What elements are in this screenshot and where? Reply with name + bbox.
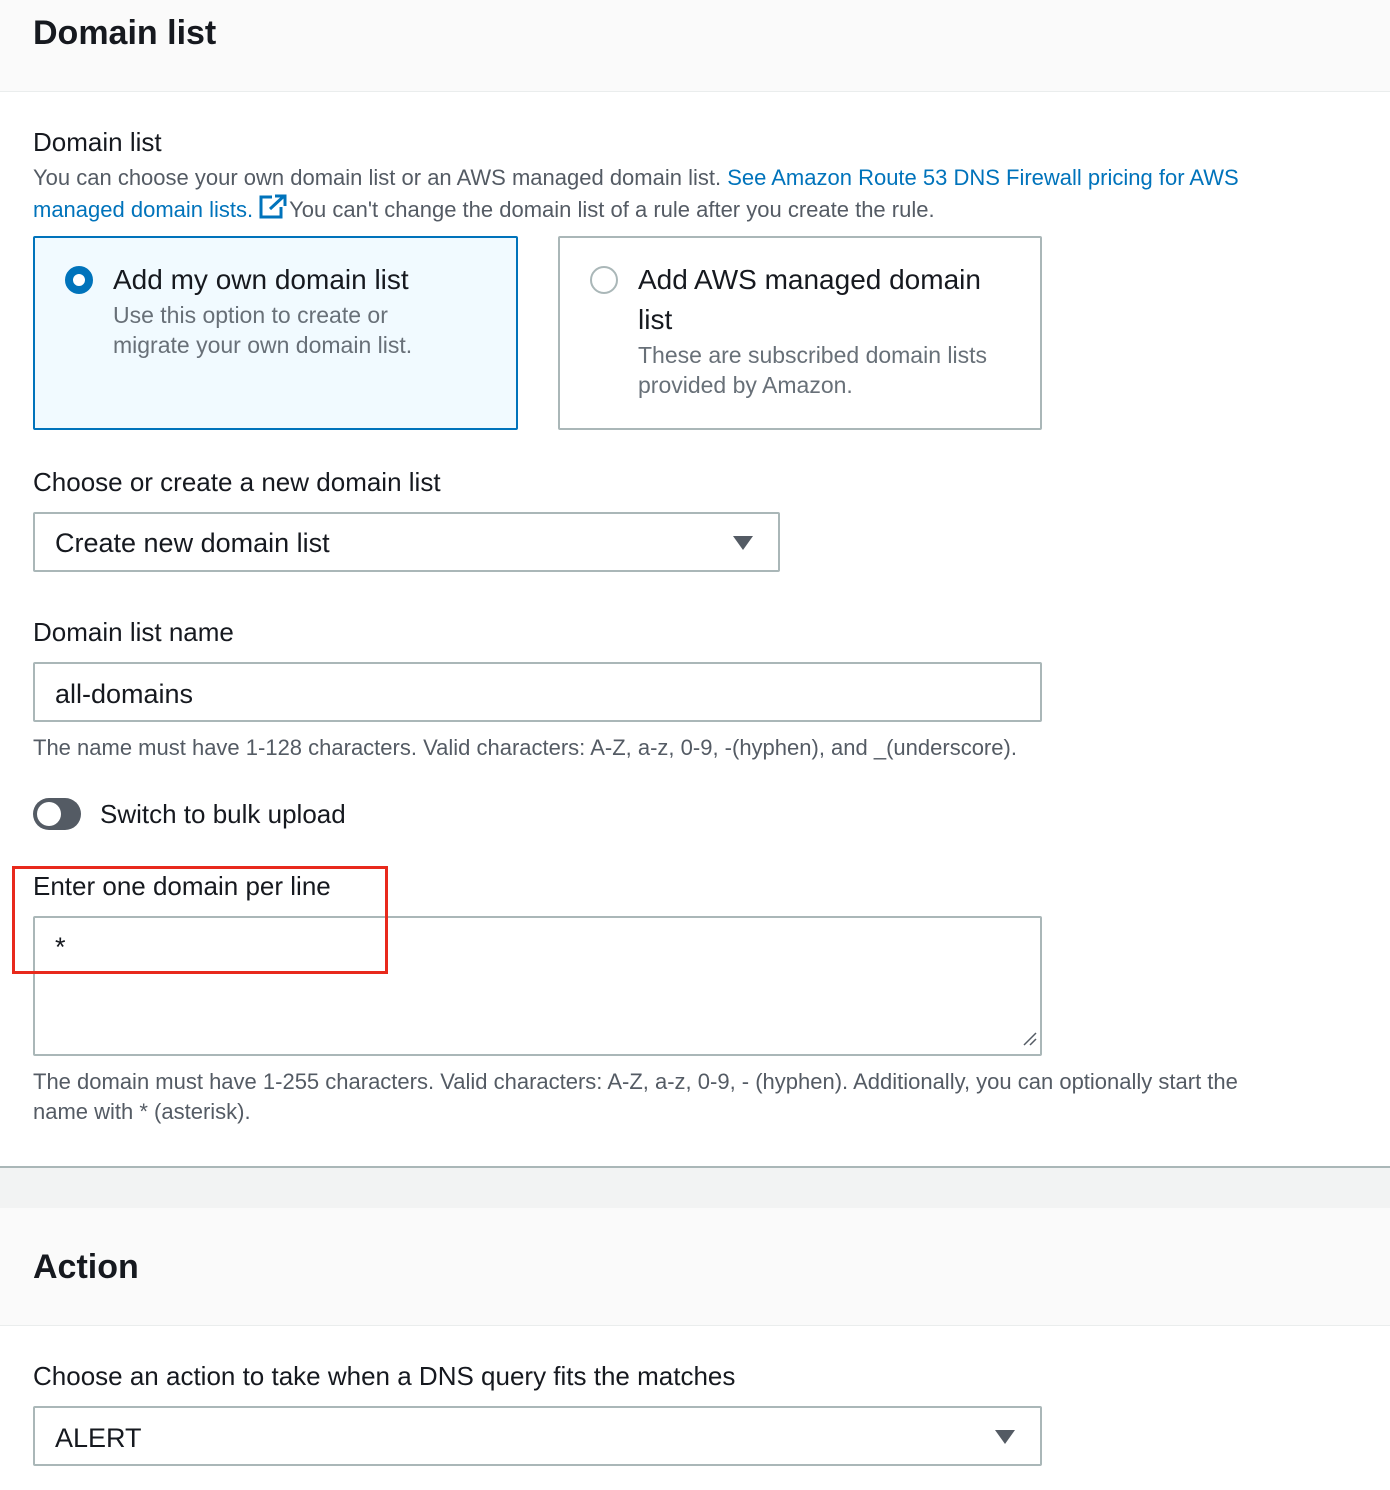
aws-managed-title-line1: Add AWS managed domain — [638, 264, 981, 295]
domain-list-section-header — [0, 0, 1390, 92]
toggle-knob — [37, 802, 61, 826]
radio-selected-icon[interactable] — [65, 266, 93, 294]
domains-hint-line1: The domain must have 1-255 characters. Valid characters: A-Z, a-z, 0-9, - (hyphen). Additionally, you can optionally start the — [33, 1069, 1238, 1094]
domain-list-field-label: Domain list — [33, 127, 162, 157]
resize-handle-icon[interactable] — [1021, 1030, 1037, 1051]
aws-managed-domain-list-tile[interactable] — [558, 236, 1042, 430]
bulk-upload-toggle[interactable] — [33, 798, 81, 830]
external-link-icon[interactable] — [259, 194, 287, 229]
action-section-title: Action — [33, 1248, 139, 1286]
choose-domain-list-label: Choose or create a new domain list — [33, 467, 441, 497]
choose-domain-list-value: Create new domain list — [55, 528, 330, 558]
own-domain-list-desc-line1: Use this option to create or — [113, 302, 388, 328]
domains-value: * — [55, 932, 66, 962]
own-domain-list-desc-line2: migrate your own domain list. — [113, 332, 413, 358]
action-section-header — [0, 1208, 1390, 1326]
domain-list-name-label: Domain list name — [33, 617, 234, 647]
pricing-link-continued[interactable]: managed domain lists. — [33, 197, 254, 222]
domains-label: Enter one domain per line — [33, 871, 331, 901]
domains-hint-line2: name with * (asterisk). — [33, 1099, 251, 1124]
aws-managed-title-line2: list — [638, 304, 673, 335]
action-select-value: ALERT — [55, 1423, 142, 1453]
action-select[interactable] — [33, 1406, 1042, 1466]
domain-list-name-value: all-domains — [55, 679, 194, 709]
own-domain-list-title: Add my own domain list — [113, 264, 409, 295]
action-field-label: Choose an action to take when a DNS query fits the matches — [33, 1361, 736, 1391]
caret-down-icon — [995, 1430, 1015, 1444]
domain-list-description-text: You can choose your own domain list or an AWS managed domain list. — [33, 165, 728, 190]
aws-managed-desc-line1: These are subscribed domain lists — [638, 342, 987, 368]
domain-list-section-title: Domain list — [33, 14, 217, 52]
caret-down-icon — [733, 536, 753, 550]
radio-unselected-icon[interactable] — [590, 266, 618, 294]
domain-list-description-after: You can't change the domain list of a rule after you create the rule. — [289, 197, 935, 222]
own-domain-list-tile[interactable] — [33, 236, 518, 430]
domain-list-name-hint: The name must have 1-128 characters. Valid characters: A-Z, a-z, 0-9, -(hyphen), and _(underscore). — [33, 735, 1017, 760]
annotation-highlight-box — [12, 866, 388, 974]
aws-managed-desc-line2: provided by Amazon. — [638, 372, 853, 398]
domain-list-description-line2 — [33, 194, 1373, 229]
domain-list-name-input[interactable] — [33, 662, 1042, 722]
bulk-upload-label: Switch to bulk upload — [100, 799, 346, 829]
choose-domain-list-select[interactable] — [33, 512, 780, 572]
pricing-link[interactable]: See Amazon Route 53 DNS Firewall pricing for AWS — [727, 165, 1239, 190]
domain-list-description — [33, 162, 1373, 194]
section-divider — [0, 1166, 1390, 1208]
